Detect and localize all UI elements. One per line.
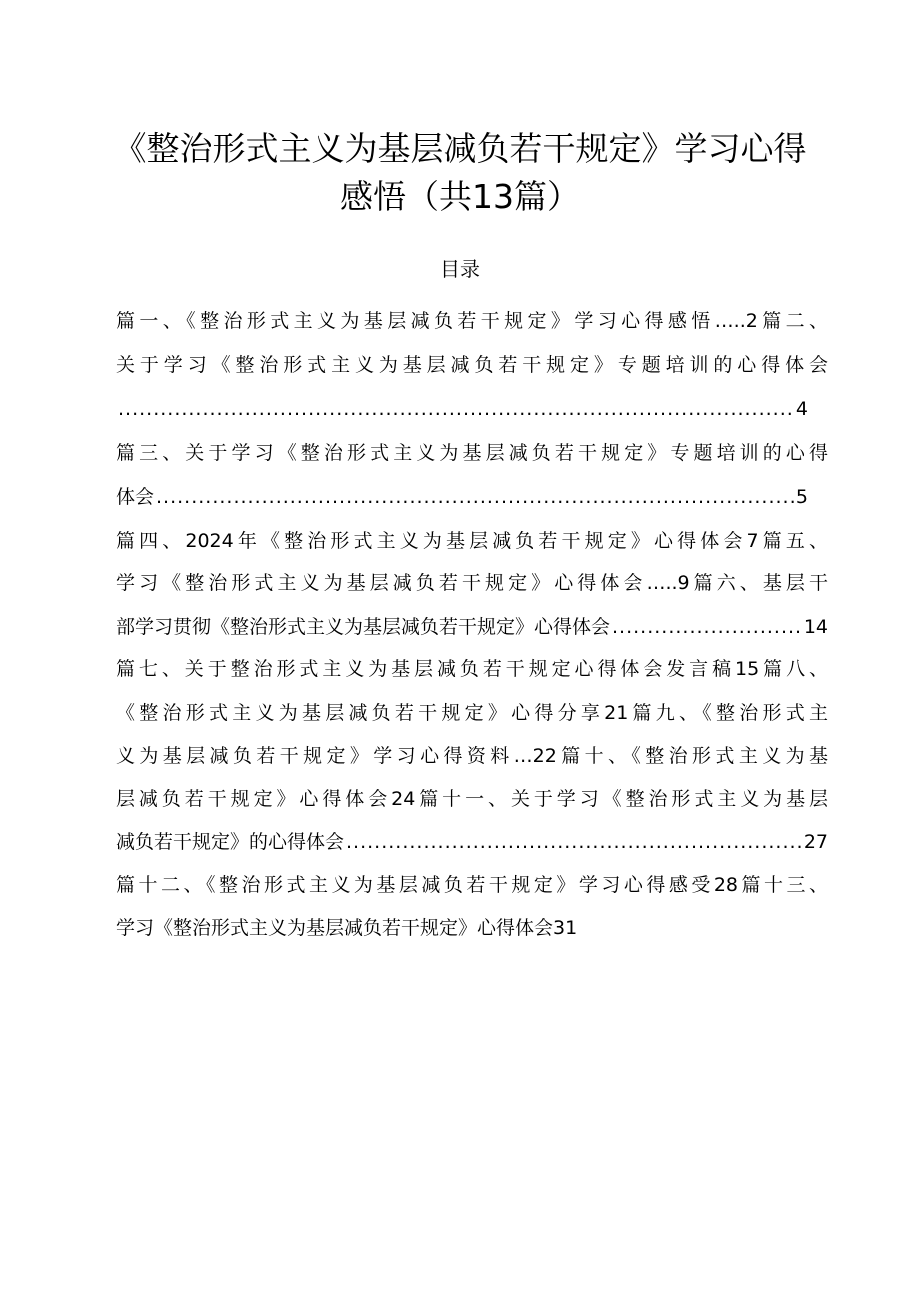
toc-line: 篇七、关于整治形式主义为基层减负若干规定心得体会发言稿15篇八、: [116, 658, 828, 680]
toc-line: [116, 612, 828, 642]
toc-line: [116, 827, 828, 857]
toc-page-number: 27: [803, 831, 828, 853]
toc-line: 学习《整治形式主义为基层减负若干规定》心得体会…..9篇六、基层干: [116, 572, 828, 594]
toc-leader-dots: [612, 612, 802, 642]
toc-line-text: 减负若干规定》的心得体会: [116, 831, 345, 853]
document-title-line-2: 感悟（共13篇）: [340, 177, 580, 216]
toc-line: 篇十二、《整治形式主义为基层减负若干规定》学习心得感受28篇十三、: [116, 874, 828, 896]
toc-page-number: 14: [803, 616, 828, 638]
toc-heading: 目录: [440, 257, 480, 281]
toc-leader-dots: [346, 827, 802, 857]
toc-leader-dots: [156, 482, 794, 512]
toc-line: 《整治形式主义为基层减负若干规定》心得分享21篇九、《整治形式主: [116, 702, 828, 724]
toc-line: 关于学习《整治形式主义为基层减负若干规定》专题培训的心得体会: [116, 354, 828, 376]
toc-line: 篇四、2024年《整治形式主义为基层减负若干规定》心得体会7篇五、: [116, 530, 828, 552]
toc-line-text: 体会: [116, 486, 155, 508]
toc-line: 义为基层减负若干规定》学习心得资料…22篇十、《整治形式主义为基: [116, 745, 828, 767]
document-title-line-1: 《整治形式主义为基层减负若干规定》学习心得: [113, 129, 807, 168]
toc-line: 篇三、关于学习《整治形式主义为基层减负若干规定》专题培训的心得: [116, 442, 828, 464]
toc-line: 篇一、《整治形式主义为基层减负若干规定》学习心得感悟…..2篇二、: [116, 310, 828, 332]
toc-line: 层减负若干规定》心得体会24篇十一、关于学习《整治形式主义为基层: [116, 788, 828, 810]
toc-page-number: 4: [795, 398, 808, 420]
toc-page-number: 5: [795, 486, 808, 508]
toc-line: [116, 482, 828, 512]
toc-line: [116, 394, 828, 424]
toc-leader-dots: [118, 394, 794, 424]
toc-line: 学习《整治形式主义为基层减负若干规定》心得体会31: [116, 917, 578, 939]
toc-line-text: 部学习贯彻《整治形式主义为基层减负若干规定》心得体会: [116, 616, 611, 638]
